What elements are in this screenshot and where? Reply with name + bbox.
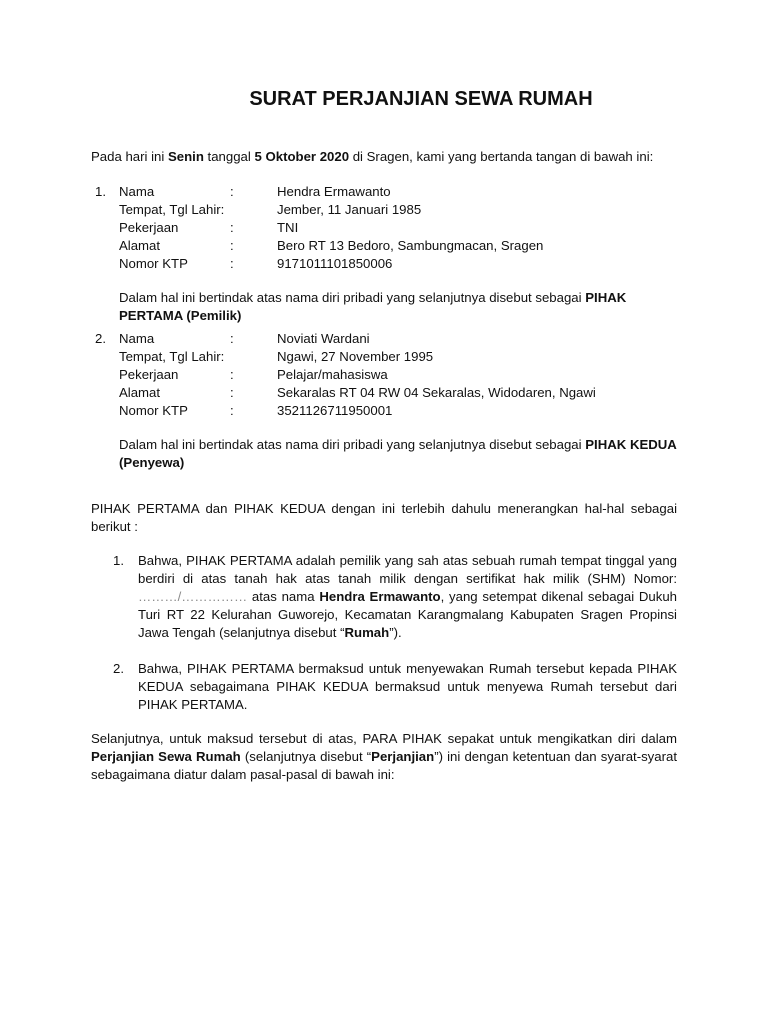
party-one-alamat: Bero RT 13 Bedoro, Sambungmacan, Sragen <box>277 238 544 253</box>
label-colon: : <box>230 367 234 382</box>
label-ktp: Nomor KTP <box>119 256 188 271</box>
party-one-row-alamat <box>91 237 691 255</box>
party-two-section <box>91 330 691 472</box>
intro-text-1: Pada hari ini <box>91 149 168 164</box>
party-one-nama: Hendra Ermawanto <box>277 184 391 199</box>
label-nama: Nama <box>119 184 155 199</box>
recital-item-1 <box>91 552 677 642</box>
perjanjian-term: Perjanjian <box>371 749 435 764</box>
recital-item-2 <box>91 660 677 714</box>
closing-text: Selanjutnya, untuk maksud tersebut di atas, PARA PIHAK sepakat untuk mengikatkan diri dalam <box>91 731 677 746</box>
party-two-role: PIHAK KEDUA (Penyewa) <box>119 437 677 470</box>
label-colon: : <box>230 385 234 400</box>
closing-text: (selanjutnya disebut “ <box>240 749 372 764</box>
closing-paragraph <box>91 730 677 784</box>
label-nama: Nama <box>119 331 155 346</box>
label-colon: : <box>230 184 234 199</box>
party-one-pekerjaan: TNI <box>277 220 299 235</box>
label-alamat: Alamat <box>119 385 161 400</box>
owner-name: Hendra Ermawanto <box>319 589 441 604</box>
label-colon: : <box>230 403 234 418</box>
label-alamat: Alamat <box>119 238 161 253</box>
intro-day: Senin <box>167 149 204 164</box>
party-two-note <box>119 436 679 472</box>
shm-number-placeholder: ………/…………… <box>138 589 248 604</box>
party-two-row-pekerjaan <box>91 366 691 384</box>
document-title: SURAT PERJANJIAN SEWA RUMAH <box>249 88 593 110</box>
agreement-name: Perjanjian Sewa Rumah <box>91 749 241 764</box>
label-ktp: Nomor KTP <box>119 403 188 418</box>
label-colon: : <box>230 331 234 346</box>
party-two-number: 2. <box>95 331 106 346</box>
party-two-row-nama <box>91 330 691 348</box>
party-one-ttl: Jember, 11 Januari 1985 <box>277 202 422 217</box>
party-one-row-pekerjaan <box>91 219 691 237</box>
party-one-role: PIHAK PERTAMA (Pemilik) <box>119 290 627 323</box>
recital-text: ”). <box>389 625 402 640</box>
rumah-term: Rumah <box>344 625 390 640</box>
recital-text: , yang setempat dikenal sebagai Dukuh Turi RT 22 Kelurahan Guworejo, Kecamatan Karangmalang Kabupaten Sragen Propinsi Jawa Tengah (selanjutnya disebut “ <box>138 589 677 640</box>
label-ttl: Tempat, Tgl Lahir: <box>119 202 225 217</box>
party-one-ktp: 9171011101850006 <box>277 256 393 271</box>
party-two-alamat: Sekaralas RT 04 RW 04 Sekaralas, Widodaren, Ngawi <box>277 385 596 400</box>
label-colon: : <box>230 256 234 271</box>
party-two-nama: Noviati Wardani <box>277 331 370 346</box>
recital-intro-paragraph: PIHAK PERTAMA dan PIHAK KEDUA dengan ini terlebih dahulu menerangkan hal-hal sebagai berikut : <box>91 501 677 534</box>
party-two-pekerjaan: Pelajar/mahasiswa <box>277 367 388 382</box>
label-colon: : <box>230 238 234 253</box>
label-pekerjaan: Pekerjaan <box>119 367 179 382</box>
recital-number: 1. <box>113 553 124 568</box>
party-one-section <box>91 183 691 325</box>
intro-text-3: di Sragen, kami yang bertanda tangan di bawah ini: <box>349 149 654 164</box>
party-two-row-ktp <box>91 402 691 420</box>
label-pekerjaan: Pekerjaan <box>119 220 179 235</box>
party-two-ttl: Ngawi, 27 November 1995 <box>277 349 434 364</box>
intro-date: 5 Oktober 2020 <box>254 149 350 164</box>
party-one-note-text: Dalam hal ini bertindak atas nama diri pribadi yang selanjutnya disebut sebagai <box>119 290 586 305</box>
party-one-row-ktp <box>91 255 691 273</box>
party-two-row-alamat <box>91 384 691 402</box>
party-one-note <box>119 289 679 325</box>
closing-text: ”) ini dengan ketentuan dan syarat-syarat sebagaimana diatur dalam pasal-pasal di bawah ini: <box>91 749 677 782</box>
intro-paragraph <box>91 148 679 166</box>
recitals-list <box>91 552 677 714</box>
party-one-row-nama <box>91 183 691 201</box>
party-one-number: 1. <box>95 184 106 199</box>
recital-number: 2. <box>113 661 124 676</box>
label-ttl: Tempat, Tgl Lahir: <box>119 349 225 364</box>
recital-text: Bahwa, PIHAK PERTAMA bermaksud untuk menyewakan Rumah tersebut kepada PIHAK KEDUA sebagaimana PIHAK KEDUA bermaksud untuk menyewa Rumah tersebut dari PIHAK PERTAMA. <box>138 661 677 712</box>
party-two-ktp: 3521126711950001 <box>277 403 393 418</box>
recital-text: atas nama <box>247 589 320 604</box>
party-one-row-ttl <box>91 201 691 219</box>
intro-text-2: tanggal <box>203 149 255 164</box>
party-two-row-ttl <box>91 348 691 366</box>
party-two-note-text: Dalam hal ini bertindak atas nama diri pribadi yang selanjutnya disebut sebagai <box>119 437 586 452</box>
label-colon: : <box>230 220 234 235</box>
recital-text: Bahwa, PIHAK PERTAMA adalah pemilik yang sah atas sebuah rumah tempat tinggal yang berdiri di atas tanah hak atas tanah milik dengan sertifikat hak milik (SHM) Nomor: <box>138 553 677 586</box>
